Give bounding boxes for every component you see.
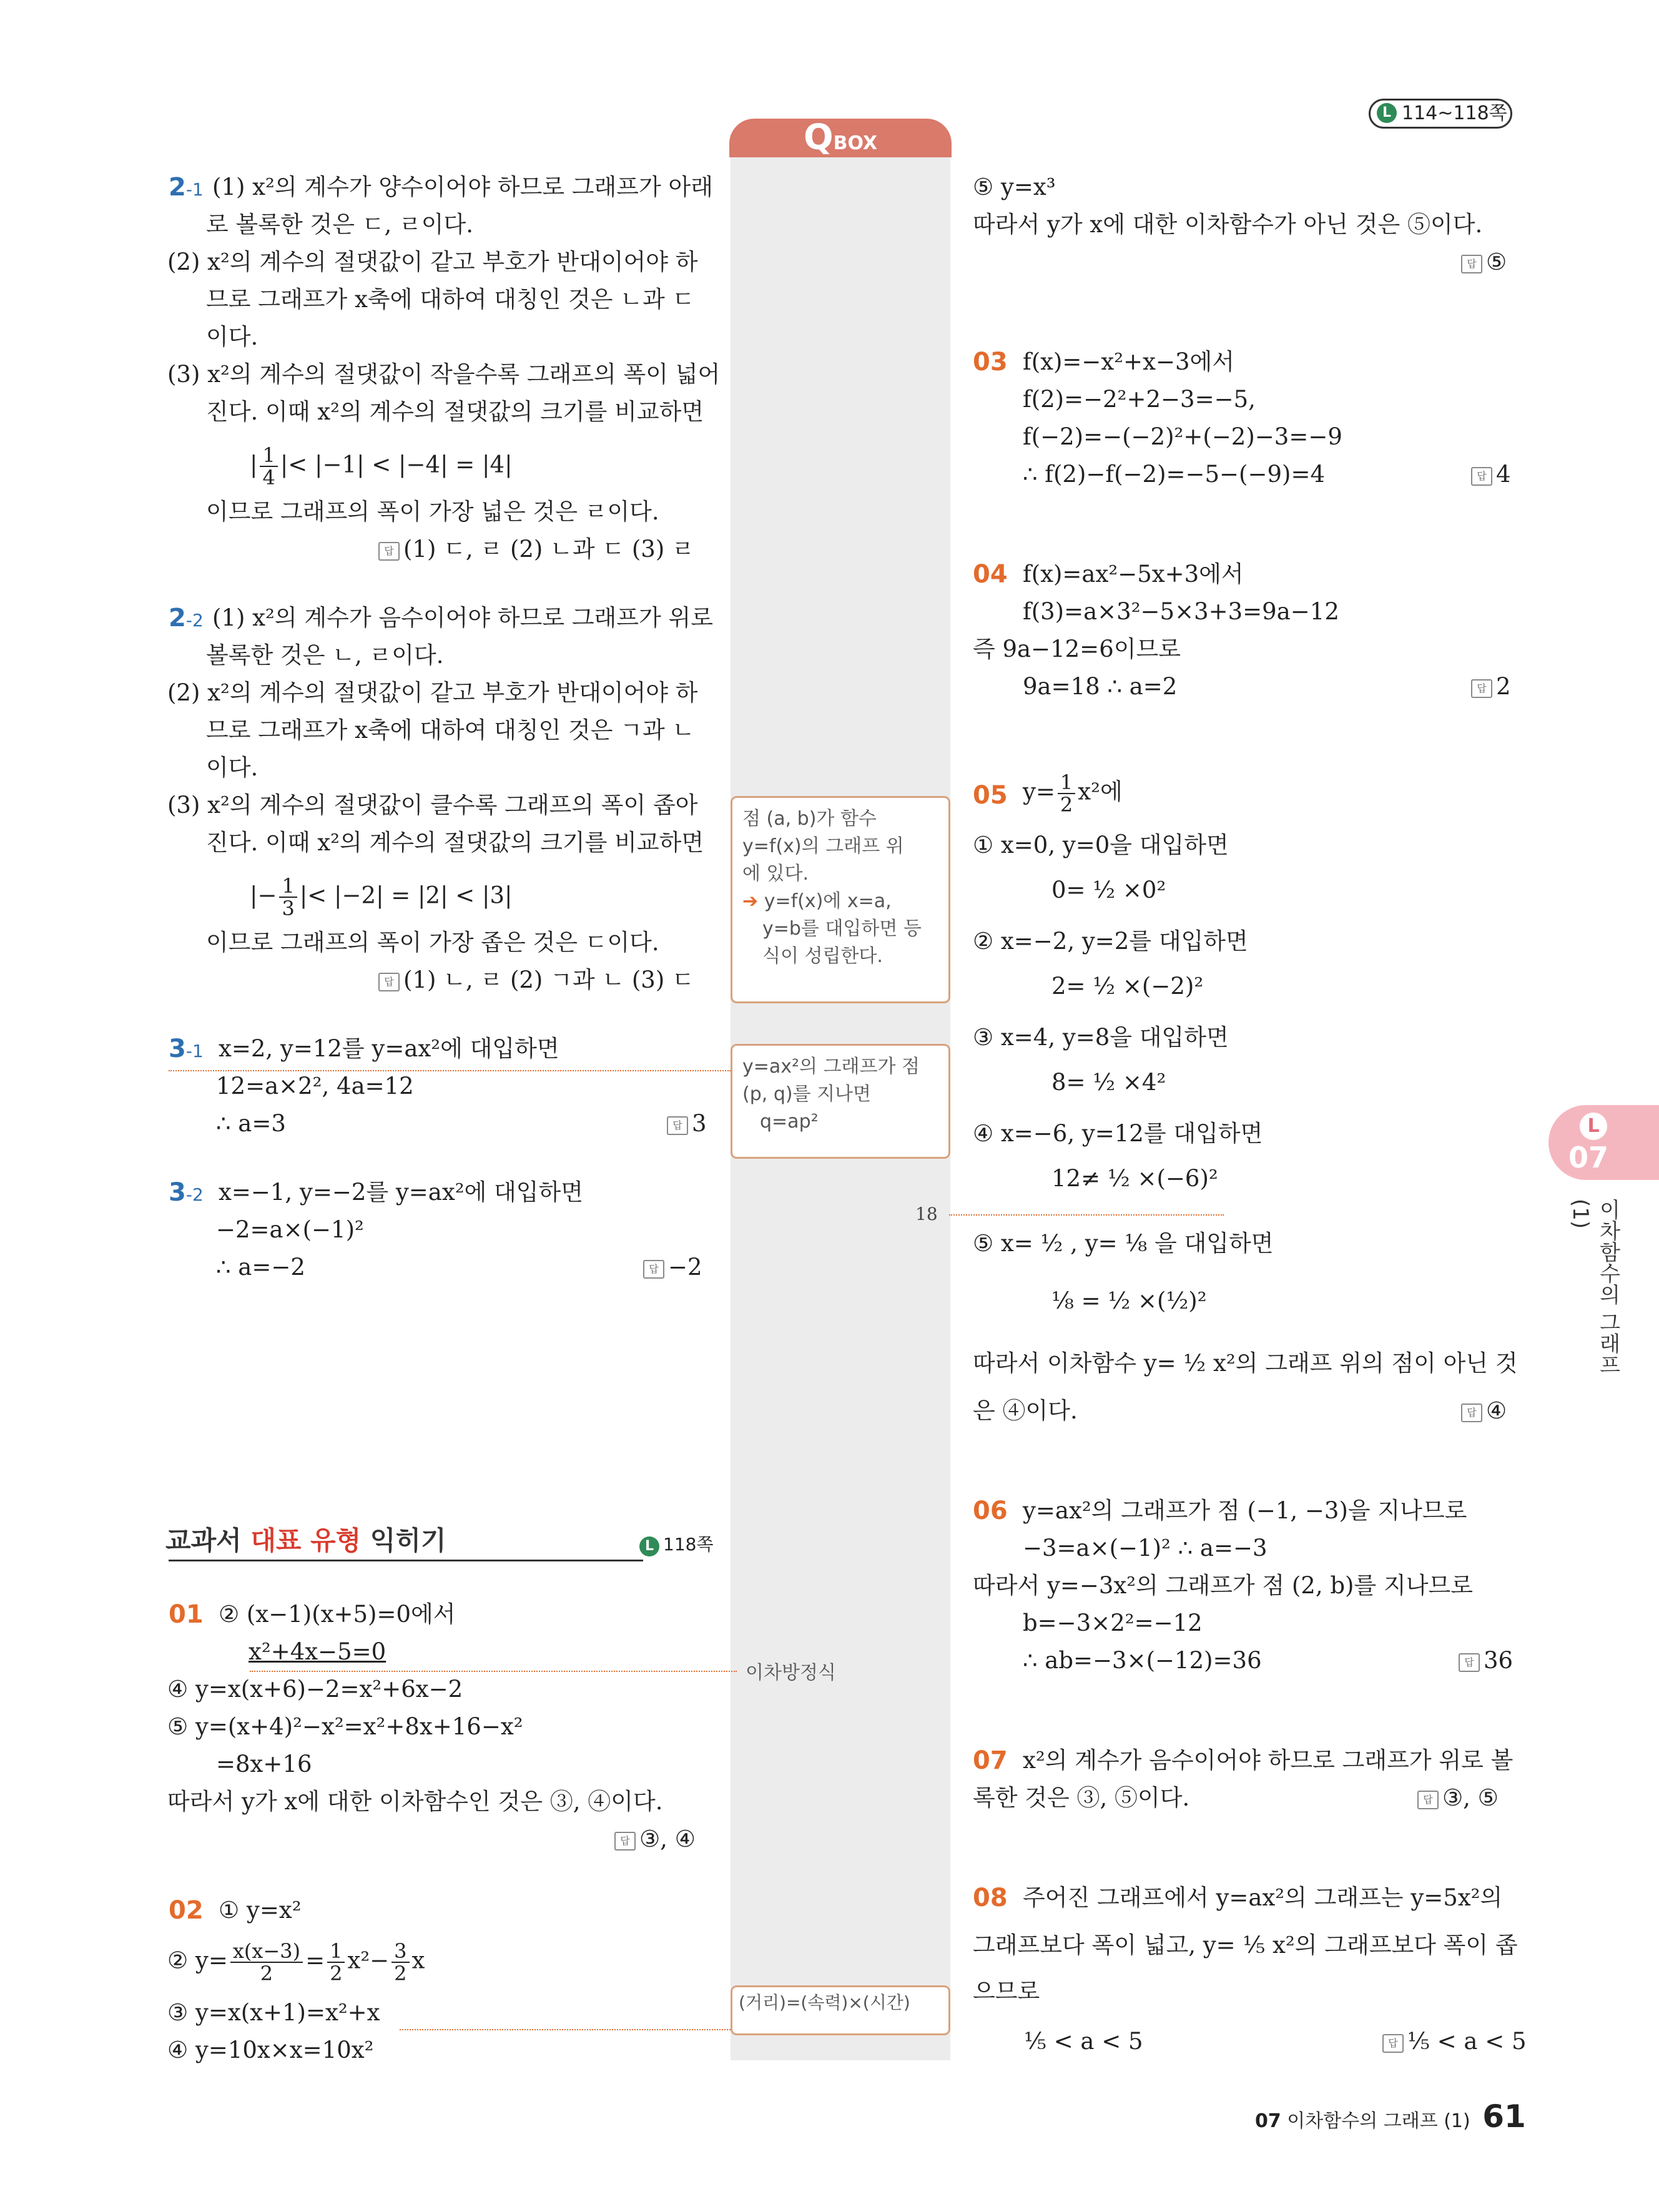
p2-1-inequality: | $\frac{1}{4}$ |< |−1| < |−4| = |4| [250,443,513,489]
q05-answer: 답 ④ [1461,1396,1507,1426]
q08-line: ⅕ < a < 5 [1024,2028,1143,2055]
section-title: 교과서 대표 유형 익히기 [165,1525,446,1556]
q03-line: f(−2)=−(−2)²+(−2)−3=−9 [1023,423,1342,450]
q04-answer: 답 2 [1471,672,1511,702]
q05-eq: 8= ½ ×4² [1051,1069,1166,1096]
p2-2-answer: 답 (1) ㄴ, ㄹ (2) ㄱ과 ㄴ (3) ㄷ [378,965,694,995]
q06-line: b=−3×2²=−12 [1023,1610,1203,1636]
q08-line: 으므로 [973,1978,1040,2005]
q06-line: −3=a×(−1)² ∴ a=−3 [1023,1535,1268,1561]
answer-icon: 답 [378,973,400,991]
p2-1-line: 이므로 그래프의 폭이 가장 넓은 것은 ㄹ이다. [206,498,659,525]
p3-1-line: 12=a×2², 4a=12 [216,1073,414,1099]
q01-line: x²+4x−5=0 [249,1638,386,1665]
problem-3-1-number: 3-1 [169,1035,204,1063]
note2-line1: y=ax²의 그래프가 점 [742,1056,920,1078]
answer-icon: 답 [378,542,400,561]
qbox-note-passes-point [731,1044,950,1159]
note1-line1: 점 (a, b)가 함수 [742,808,877,830]
q04-line: f(3)=a×3²−5×3+3=9a−12 [1023,598,1339,625]
p2-1-line: (3) x²의 계수의 절댓값이 작을수록 그래프의 폭이 넓어 [167,361,721,388]
note2-line3: q=ap² [760,1111,819,1133]
q05-head: y= $\frac{1}{2}$ x²에 [1023,770,1123,817]
q08-line: 주어진 그래프에서 y=ax²의 그래프는 y=5x²의 [1023,1884,1503,1911]
p2-1-line: 이다. [206,323,258,350]
q05-case: ⑤ x= ½ , y= ⅛ 을 대입하면 [973,1230,1274,1257]
qbox-q: Q [803,117,834,158]
q08-answer: 답 ⅕ < a < 5 [1382,2027,1527,2057]
answer-icon: 답 [614,1832,636,1851]
chapter-vertical-title: 이차함수의 그래프 (1) [1568,1199,1620,1375]
question-04-number: 04 [973,560,1008,589]
question-02-number: 02 [169,1896,204,1925]
connector-line [250,1671,737,1672]
qbox-note-distance: (거리)=(속력)×(시간) [731,1985,950,2035]
q02-cont-line: ⑤ y=x³ [973,174,1056,200]
chapter-number: 07 [1568,1141,1609,1174]
q05-eq: 0= ½ ×0² [1051,877,1166,903]
p2-1-line: (2) x²의 계수의 절댓값이 같고 부호가 반대이어야 하 [167,248,698,275]
note1-line5: y=b를 대입하면 등 [762,918,922,940]
q05-eq: 12≠ ½ ×(−6)² [1051,1165,1218,1192]
footer-title: 이차함수의 그래프 (1) [1287,2110,1470,2132]
p3-1-answer: 답 3 [667,1109,707,1139]
q03-line: f(x)=−x²+x−3에서 [1023,348,1235,375]
page-range-text: 114~118쪽 [1402,102,1507,124]
answer-icon: 답 [643,1260,664,1279]
note1-line2: y=f(x)의 그래프 위 [742,835,904,857]
p2-2-line: (3) x²의 계수의 절댓값이 클수록 그래프의 폭이 좁아 [167,792,698,818]
p3-2-answer: 답 −2 [643,1252,702,1282]
q01-line: ④ y=x(x+6)−2=x²+6x−2 [167,1676,463,1703]
q06-line: y=ax²의 그래프가 점 (−1, −3)을 지나므로 [1023,1497,1467,1524]
answer-icon: 답 [1461,255,1482,273]
question-08-number: 08 [973,1884,1008,1912]
qbox-header [729,119,952,157]
q07-line: x²의 계수가 음수이어야 하므로 그래프가 위로 볼 [1023,1747,1514,1774]
p2-1-line: (1) x²의 계수가 양수이어야 하므로 그래프가 아래 [212,174,714,200]
page-number: 61 [1482,2098,1526,2135]
p2-2-line: 이다. [206,754,258,781]
answer-icon: 답 [1417,1791,1439,1809]
note1-line6: 식이 성립한다. [762,945,883,967]
p3-1-line: x=2, y=12를 y=ax²에 대입하면 [219,1035,559,1062]
answer-icon: 답 [1471,467,1492,486]
q05-case: ② x=−2, y=2를 대입하면 [973,928,1248,955]
footer-chapter: 07 [1255,2110,1281,2132]
q02-answer: 답 ⑤ [1461,247,1507,277]
p2-2-line: 므로 그래프가 x축에 대하여 대칭인 것은 ㄱ과 ㄴ [206,717,695,744]
question-07-number: 07 [973,1746,1008,1775]
q03-line: ∴ f(2)−f(−2)=−5−(−9)=4 [1023,461,1326,488]
lecture-icon: L [1580,1113,1607,1140]
p2-2-line: (2) x²의 계수의 절댓값이 같고 부호가 반대이어야 하 [167,679,698,706]
note1-line3: 에 있다. [742,863,809,885]
problem-3-2-number: 3-2 [169,1178,204,1207]
question-05-number: 05 [973,781,1008,810]
p3-1-line: ∴ a=3 [216,1110,286,1137]
q05-conclusion: 은 ④이다. [973,1397,1078,1424]
section-underline [169,1560,643,1561]
p2-2-line: 진다. 이때 x²의 계수의 절댓값의 크기를 비교하면 [206,829,704,856]
q04-line: 9a=18 ∴ a=2 [1023,673,1178,700]
answer-icon: 답 [667,1116,688,1135]
margin-page-marker: 18 [915,1204,938,1224]
q05-conclusion: 따라서 이차함수 y= ½ x²의 그래프 위의 점이 아닌 것 [973,1350,1518,1377]
answer-icon: 답 [1471,679,1492,698]
qbox-note-quadratic-equation: 이차방정식 [746,1662,836,1684]
p2-2-line: 볼록한 것은 ㄴ, ㄹ이다. [206,642,444,669]
question-03-number: 03 [973,348,1008,376]
question-01-number: 01 [169,1600,204,1629]
problem-2-2-number: 2-2 [169,604,204,632]
q03-line: f(2)=−2²+2−3=−5, [1023,386,1256,413]
note1-line4: y=f(x)에 x=a, [764,890,892,912]
q05-case: ① x=0, y=0을 대입하면 [973,832,1229,858]
q01-line: =8x+16 [216,1751,312,1777]
q06-line: 따라서 y=−3x²의 그래프가 점 (2, b)를 지나므로 [973,1572,1473,1599]
arrow-icon: ➔ [742,890,759,912]
q07-line: 록한 것은 ③, ⑤이다. [973,1784,1190,1811]
q06-line: ∴ ab=−3×(−12)=36 [1023,1647,1262,1674]
q01-line: ② (x−1)(x+5)=0에서 [219,1601,456,1628]
q03-answer: 답 4 [1471,460,1511,489]
q07-answer: 답 ③, ⑤ [1417,1783,1499,1813]
lecture-icon: L [639,1536,659,1556]
q01-line: 따라서 y가 x에 대한 이차함수인 것은 ③, ④이다. [167,1788,663,1815]
q04-line: 즉 9a−12=6이므로 [973,636,1181,662]
q01-line: ⑤ y=(x+4)²−x²=x²+8x+16−x² [167,1713,523,1740]
p2-2-line: (1) x²의 계수가 음수이어야 하므로 그래프가 위로 [212,604,714,631]
connector-line [400,2029,731,2030]
q02-line2: ② y= $\frac{x(x-3)}{2}$ = $\frac{1}{2}$ x²− $\frac{3}{2}$ x [167,1939,425,1985]
p2-1-line: 므로 그래프가 x축에 대하여 대칭인 것은 ㄴ과 ㄷ [206,286,695,313]
q02-line3: ③ y=x(x+1)=x²+x [167,1999,380,2026]
lecture-icon: L [1377,103,1397,123]
p2-1-line: 진다. 이때 x²의 계수의 절댓값의 크기를 비교하면 [206,398,704,425]
p2-1-answer: 답 (1) ㄷ, ㄹ (2) ㄴ과 ㄷ (3) ㄹ [378,534,694,564]
connector-line [949,1214,1224,1216]
question-06-number: 06 [973,1497,1008,1525]
q08-line: 그래프보다 폭이 넓고, y= ⅕ x²의 그래프보다 폭이 좁 [973,1932,1518,1959]
q05-eq: ⅛ = ½ ×(½)² [1051,1287,1207,1314]
problem-2-1-number: 2-1 [169,173,204,202]
p3-2-line: ∴ a=−2 [216,1254,305,1281]
q02-line1: ① y=x² [219,1897,302,1924]
answer-icon: 답 [1459,1653,1480,1672]
qbox-label: BOX [833,132,878,154]
p2-1-line: 로 볼록한 것은 ㄷ, ㄹ이다. [206,211,473,238]
page-footer [1255,2098,1526,2140]
note2-line2: (p, q)를 지나면 [742,1083,872,1105]
q02-cont-line: 따라서 y가 x에 대한 이차함수가 아닌 것은 ⑤이다. [973,211,1483,238]
answer-icon: 답 [1461,1403,1482,1422]
p3-2-line: x=−1, y=−2를 y=ax²에 대입하면 [219,1179,584,1206]
p3-2-line: −2=a×(−1)² [216,1216,364,1243]
q05-case: ③ x=4, y=8을 대입하면 [973,1024,1229,1051]
section-ref: L 118쪽 [639,1531,714,1556]
q04-line: f(x)=ax²−5x+3에서 [1023,561,1244,587]
q06-answer: 답 36 [1459,1646,1513,1676]
q05-case: ④ x=−6, y=12를 대입하면 [973,1120,1263,1147]
p2-2-inequality: |− $\frac{1}{3}$ |< |−2| = |2| < |3| [250,874,513,920]
q01-answer: 답 ③, ④ [614,1824,696,1854]
qbox-note-point-on-graph [731,796,950,1003]
p2-2-line: 이므로 그래프의 폭이 가장 좁은 것은 ㄷ이다. [206,929,659,956]
page-range-badge [1369,99,1512,129]
q05-eq: 2= ½ ×(−2)² [1051,973,1204,1000]
answer-icon: 답 [1382,2034,1404,2053]
q02-line4: ④ y=10x×x=10x² [167,2037,374,2063]
